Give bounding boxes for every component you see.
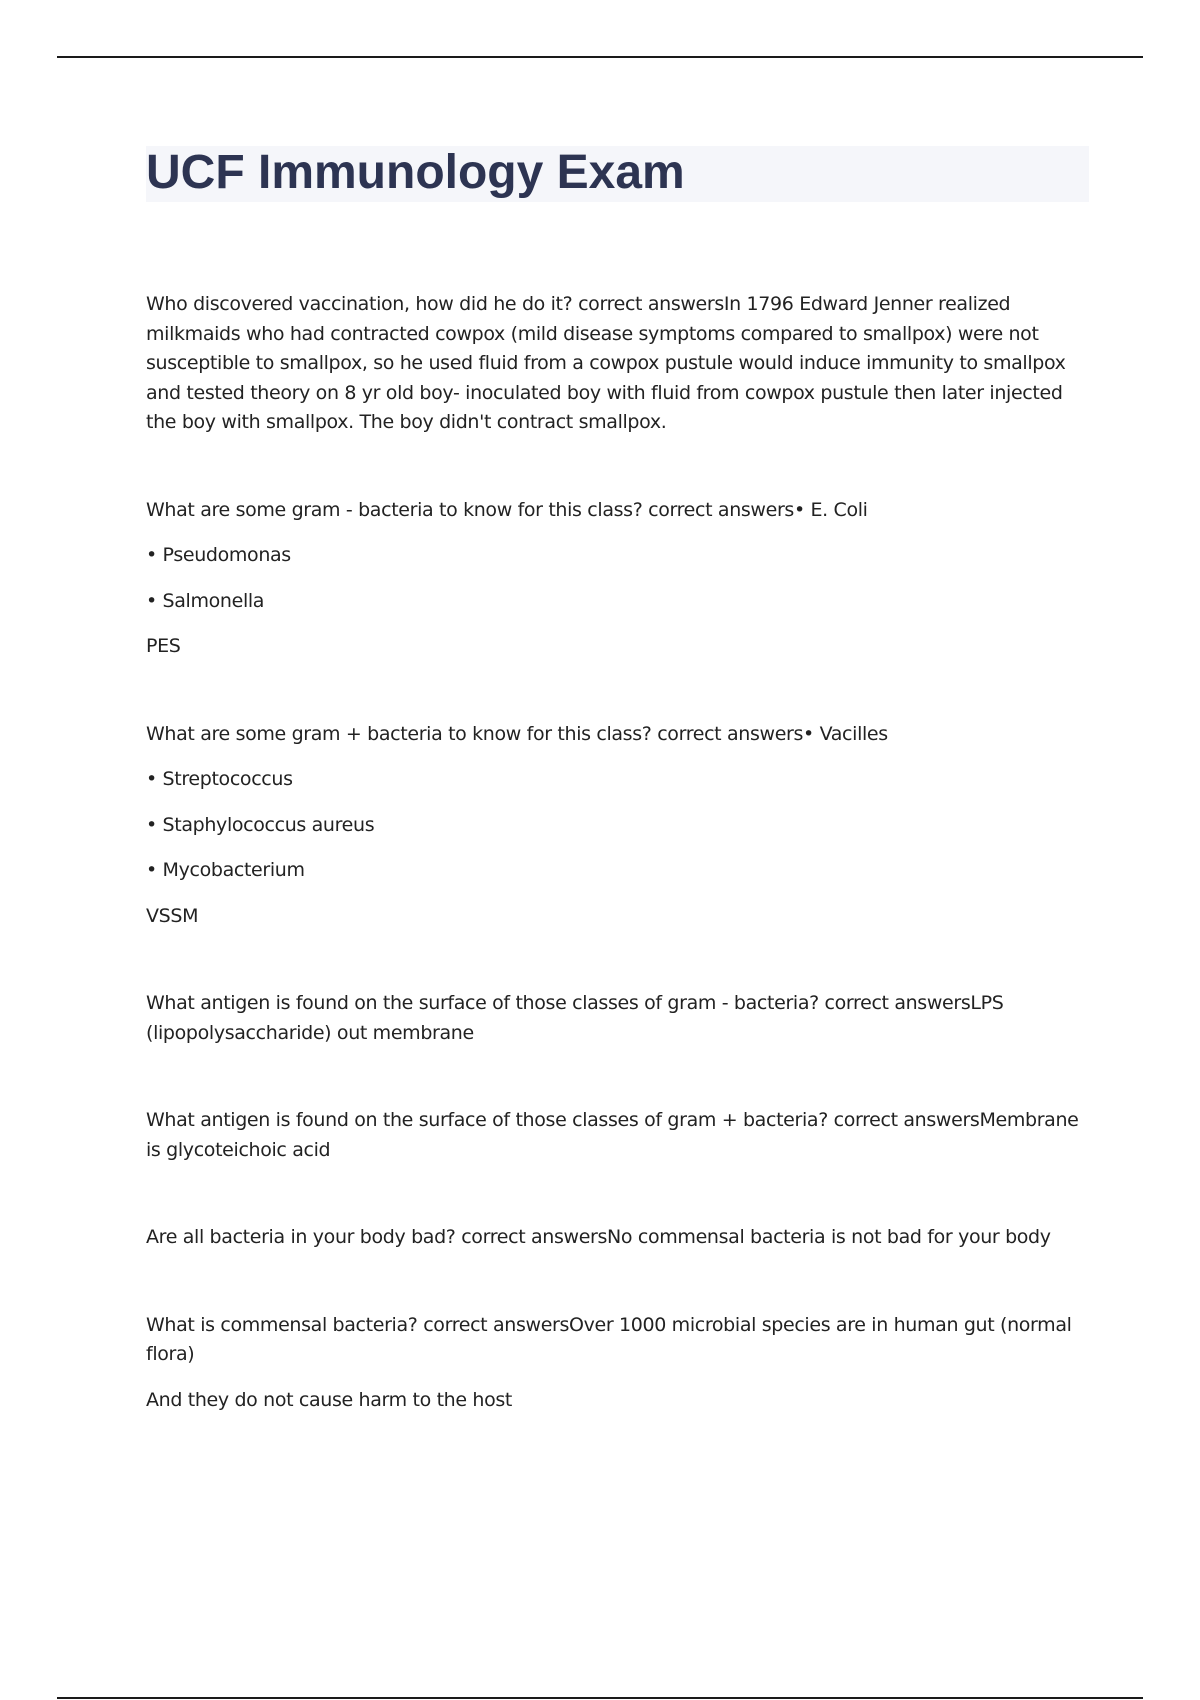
qa-mnemonic: VSSM [146,904,199,927]
qa-gram-positive-antigen [146,1106,1096,1165]
qa-text: Who discovered vaccination, how did he do it? correct answersIn 1796 Edward Jenner realized milkmaids who had contracted cowpox (mild disease symptoms compared to smallpox) were not susceptible to smallpox, so he used fluid from a cowpox pustule would induce immunity to smallpox and tested theory on 8 yr old boy- inoculated boy with fluid from cowpox pustule then later injected the boy with smallpox. The boy didn't contract smallpox. [146,293,1066,433]
qa-gram-negative-antigen [146,989,1096,1048]
qa-text-continued: And they do not cause harm to the host [146,1388,513,1411]
qa-list-item: • Streptococcus [146,768,293,790]
bottom-rule [57,1697,1143,1699]
qa-vaccination [146,290,1096,438]
qa-list-item: • Staphylococcus aureus [146,813,375,836]
qa-text: What antigen is found on the surface of those classes of gram + bacteria? correct answersMembrane is glycoteichoic acid [146,1109,1079,1161]
qa-list-item: • Mycobacterium [146,859,305,881]
qa-mnemonic: PES [146,635,181,657]
document-body [146,290,1096,1415]
qa-gram-positive-bacteria [146,720,1096,932]
document-title: UCF Immunology Exam [146,146,685,199]
qa-list-item: • Pseudomonas [146,544,291,566]
qa-list-item: • Salmonella [146,589,265,612]
qa-commensal-bacteria [146,1311,1096,1416]
qa-text: What antigen is found on the surface of those classes of gram - bacteria? correct answersLPS (lipopolysaccharide) out membrane [146,992,1004,1044]
qa-gram-negative-bacteria [146,496,1096,662]
qa-text: What are some gram - bacteria to know for this class? correct answers• E. Coli [146,498,868,521]
top-rule [57,56,1143,58]
qa-text: What is commensal bacteria? correct answersOver 1000 microbial species are in human gut (normal flora) [146,1313,1072,1365]
qa-bacteria-bad [146,1223,1096,1253]
qa-text: What are some gram + bacteria to know for this class? correct answers• Vacilles [146,722,888,745]
qa-text: Are all bacteria in your body bad? correct answersNo commensal bacteria is not bad for your body [146,1226,1051,1248]
